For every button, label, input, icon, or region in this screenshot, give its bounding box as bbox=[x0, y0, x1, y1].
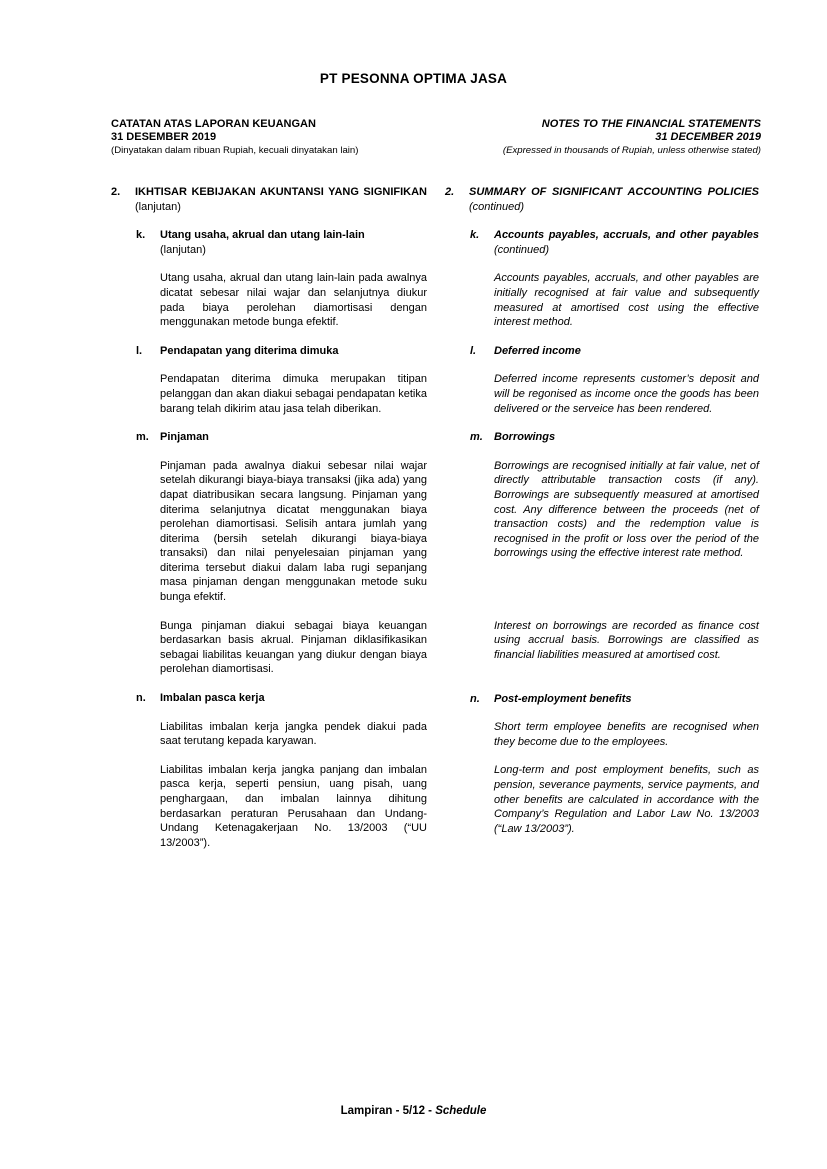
subsection-m bbox=[445, 430, 759, 663]
right-column bbox=[445, 185, 759, 836]
section-number: 2. bbox=[445, 186, 455, 198]
header-right-date: 31 DECEMBER 2019 bbox=[655, 131, 761, 143]
footer-schedule: Schedule bbox=[435, 1105, 487, 1117]
subsection-heading bbox=[136, 430, 427, 445]
paragraph: Short term employee benefits are recognised when they become due to the employees. bbox=[494, 721, 759, 748]
subsection-title: Accounts payables, accruals, and other payables (continued) bbox=[494, 229, 759, 256]
subsection-letter: n. bbox=[136, 692, 146, 705]
subsection-heading bbox=[470, 430, 759, 445]
paragraph: Utang usaha, akrual dan utang lain-lain pada awalnya dicatat sebesar nilai wajar dan selanjutnya diukur pada biaya perolehan diamortisasi dengan menggunakan metode bunga efektif. bbox=[160, 272, 427, 329]
section-heading bbox=[111, 185, 427, 214]
subsection-k bbox=[445, 228, 759, 330]
subsection-title: Pendapatan yang diterima dimuka bbox=[160, 344, 339, 357]
header-left-note: (Dinyatakan dalam ribuan Rupiah, kecuali dinyatakan lain) bbox=[111, 145, 359, 156]
paragraph: Accounts payables, accruals, and other payables are initially recognised at fair value and subsequently measured at amortised cost using the effective interest method. bbox=[494, 272, 759, 329]
paragraph: Liabilitas imbalan kerja jangka panjang dan imbalan pasca kerja, seperti pensiun, uang pisah, uang penghargaan, dan imbalan lainnya dihitung berdasarkan peraturan Perusahaan dan Undang-Undang Ketenagakerjaan No. 13/2003 (“UU 13/2003”). bbox=[160, 763, 427, 849]
section-title: IKHTISAR KEBIJAKAN AKUNTANSI YANG SIGNIFIKAN (lanjutan) bbox=[135, 186, 427, 213]
subsection-letter: l. bbox=[136, 344, 143, 357]
subsection-heading bbox=[470, 228, 759, 257]
paragraph: Pendapatan diterima dimuka merupakan titipan pelanggan dan akan diakui sebagai pendapatan ketika barang telah dikirim atau jasa telah diberikan. bbox=[160, 373, 427, 415]
section-title: SUMMARY OF SIGNIFICANT ACCOUNTING POLICIES (continued) bbox=[469, 186, 759, 213]
footer-page-number: Lampiran - 5/12 - bbox=[340, 1105, 433, 1117]
subsection-m bbox=[111, 430, 427, 677]
subsection-letter: l. bbox=[470, 344, 477, 357]
subsection-title: Deferred income bbox=[494, 344, 581, 357]
paragraph: Deferred income represents customer’s deposit and will be regonised as income once the goods has been delivered or the serveice has been rendered. bbox=[494, 373, 759, 415]
subsection-title: Pinjaman bbox=[160, 431, 209, 444]
subsection-heading bbox=[470, 692, 759, 707]
subsection-l bbox=[111, 344, 427, 416]
subsection-heading bbox=[136, 228, 427, 257]
paragraph: Bunga pinjaman diakui sebagai biaya keuangan berdasarkan basis akrual. Pinjaman diklasifikasikan sebagai liabilitas keuangan yang diukur dengan biaya perolehan diamortisasi. bbox=[160, 619, 427, 676]
header-right-title: NOTES TO THE FINANCIAL STATEMENTS bbox=[541, 118, 761, 130]
subsection-letter: k. bbox=[470, 229, 480, 242]
subsection-letter: n. bbox=[470, 692, 480, 705]
subsection-heading bbox=[136, 344, 427, 359]
page-footer bbox=[0, 1105, 827, 1117]
subsection-l bbox=[445, 344, 759, 416]
subsection-n bbox=[445, 692, 759, 837]
paragraph: Liabilitas imbalan kerja jangka pendek diakui pada saat terutang kepada karyawan. bbox=[160, 720, 427, 748]
header-left-title: CATATAN ATAS LAPORAN KEUANGAN bbox=[111, 118, 316, 130]
header-left bbox=[111, 118, 358, 157]
subsection-letter: m. bbox=[470, 431, 483, 444]
paragraph: Pinjaman pada awalnya diakui sebesar nilai wajar setelah dikurangi biaya-biaya transaksi (jika ada) yang dapat diatribusikan secara langsung. Pinjaman yang diterima selanjutnya dicatat menggunakan biaya perolehan diamortisasi. Selisih antara jumlah yang diterima (bersih setelah dikurangi biaya-biaya transaksi) dan nilai penyelesaian pinjaman yang diterima tersebut diakui dalam laba rugi sepanjang masa pinjaman dengan menggunakan metode suku bunga efektif. bbox=[160, 459, 427, 604]
subsection-title: Post-employment benefits bbox=[494, 692, 632, 705]
subsection-heading bbox=[136, 691, 427, 706]
header-right-note: (Expressed in thousands of Rupiah, unless otherwise stated) bbox=[502, 145, 761, 156]
header-right bbox=[503, 118, 761, 157]
section-number: 2. bbox=[111, 186, 121, 198]
subsection-n bbox=[111, 691, 427, 850]
subsection-k bbox=[111, 228, 427, 330]
subsection-title: Utang usaha, akrual dan utang lain-lain (lanjutan) bbox=[160, 229, 365, 256]
paragraph: Long-term and post employment benefits, such as pension, severance payments, service payments, and other benefits are calculated in accordance with the Company’s Regulation and Labor Law No. 13/2003 (“Law 13/2003”). bbox=[494, 764, 759, 835]
subsection-title: Borrowings bbox=[494, 431, 556, 444]
subsection-heading bbox=[470, 344, 759, 359]
subsection-letter: k. bbox=[136, 229, 146, 242]
section-heading bbox=[445, 185, 759, 214]
subsection-title: Imbalan pasca kerja bbox=[160, 692, 265, 705]
paragraph: Borrowings are recognised initially at fair value, net of directly attributable transaction costs (if any). Borrowings are subsequently measured at amortised cost. Any difference between the proceeds (net of transaction costs) and the redemption value is recognised in the profit or loss over the period of the borrowings using the effective interest rate method. bbox=[494, 459, 759, 560]
header-left-date: 31 DESEMBER 2019 bbox=[111, 131, 217, 143]
company-name: PT PESONNA OPTIMA JASA bbox=[319, 71, 508, 86]
left-column bbox=[111, 185, 427, 850]
paragraph: Interest on borrowings are recorded as finance cost using accrual basis. Borrowings are classified as financial liabilities measured at amortised cost. bbox=[494, 619, 759, 662]
subsection-letter: m. bbox=[136, 431, 149, 444]
